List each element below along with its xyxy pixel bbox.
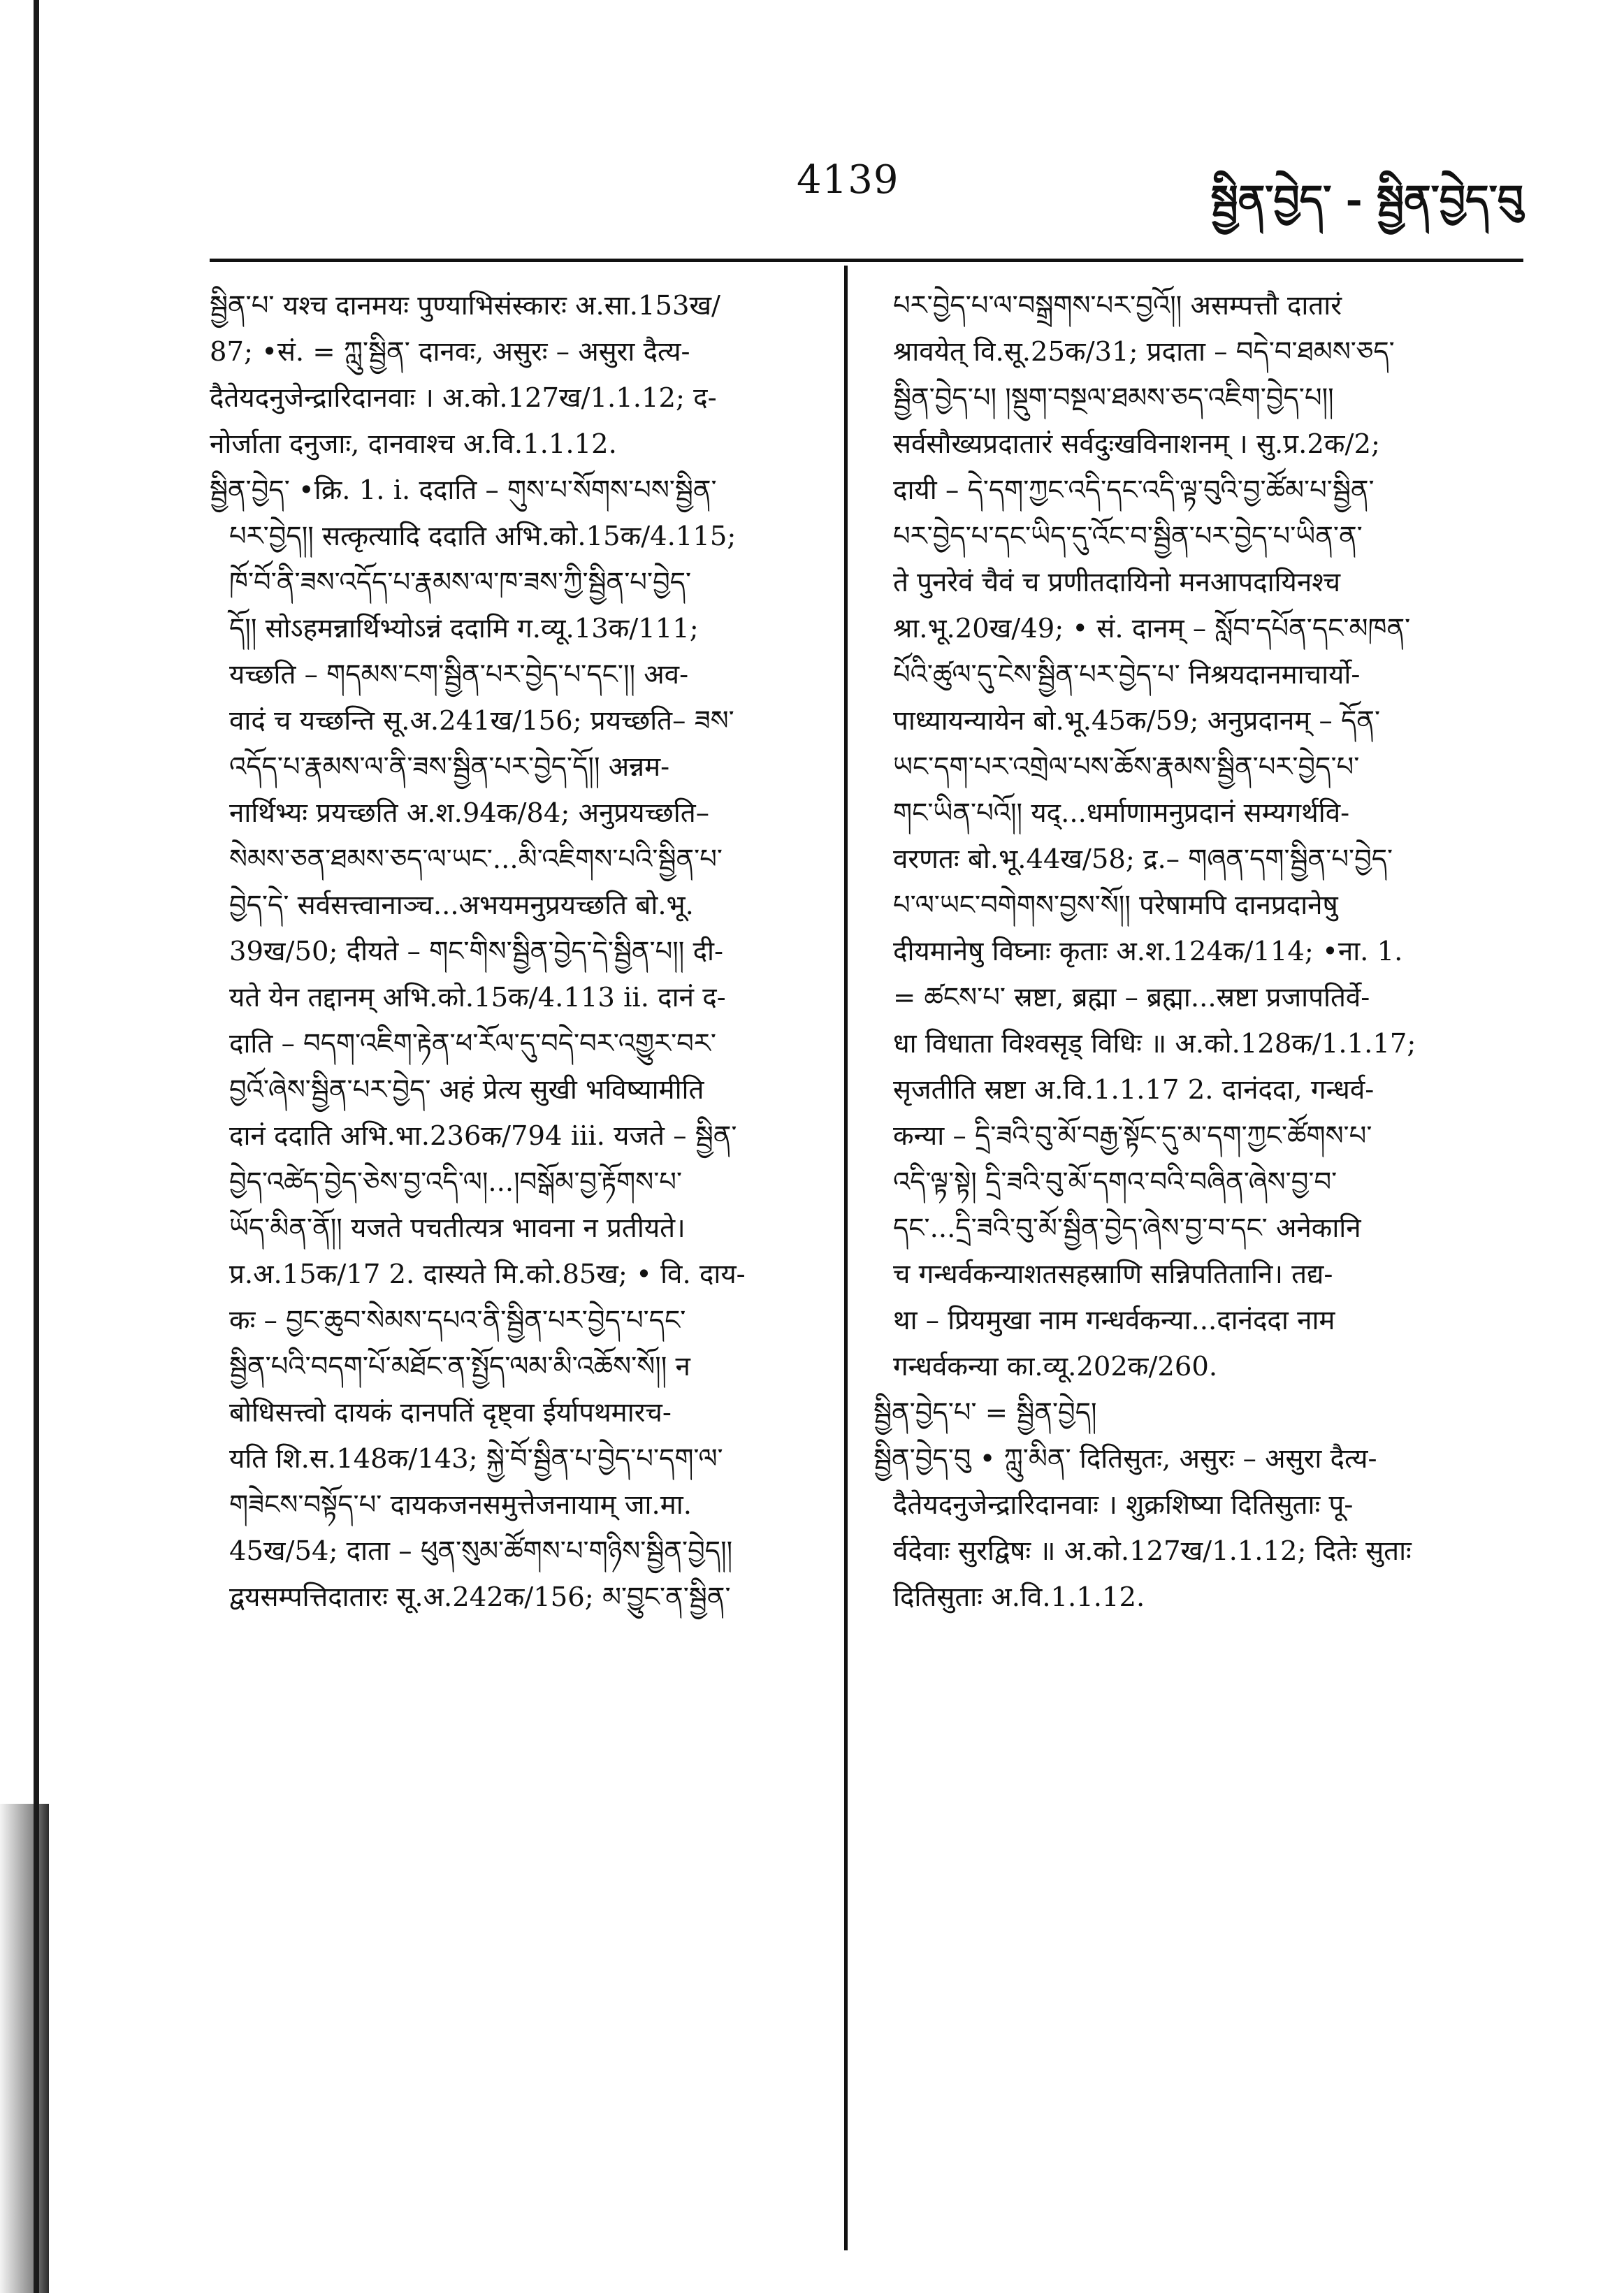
text-line: दीयमानेषु विघ्नाः कृताः अ.श.124क/114; •ना. 1. [893, 936, 1403, 967]
text-line: वादं च यच्छन्ति सू.अ.241ख/156; प्रयच्छति– ཟས་ [229, 705, 734, 737]
text-line: པར་བྱེད།། सत्कृत्यादि ददाति अभि.को.15क/4.115; [229, 521, 737, 552]
text-line: ཡོད་མིན་ནོ།། यजते पचतीत्यत्र भावना न प्रतीयते। [229, 1213, 686, 1244]
text-line: པ་ལ་ཡང་བགེགས་བྱས་སོ།། परेषामपि दानप्रदानेषु [893, 890, 1338, 921]
text-line: गन्धर्वकन्या का.व्यू.202क/260. [893, 1351, 1218, 1382]
text-line: སེམས་ཅན་ཐམས་ཅད་ལ་ཡང་...མི་འཇིགས་པའི་སྦྱིན་པ་ [229, 844, 723, 875]
text-line: नार्थिभ्यः प्रयच्छति अ.श.94क/84; अनुप्रयच्छति– [229, 797, 709, 829]
binding-edge [0, 0, 49, 2293]
text-line: 87; •सं. = ཀླུ་སྦྱིན་ दानवः, असुरः – असुरा दैत्य- [210, 336, 690, 368]
headword-line: སྦྱིན་བྱེད་པ་ = སྦྱིན་བྱེད། [873, 1397, 1097, 1428]
text-line: प्र.अ.15क/17 2. दास्यते मि.को.85ख; • वि. दाय- [229, 1259, 746, 1290]
text-line: दायी – དེ་དག་ཀྱང་འདི་དང་འདི་ལྟ་བུའི་བྱ་ཚོམ་པ་སྦྱིན་ [893, 475, 1375, 506]
text-line: वरणतः बो.भू.44ख/58; द्र.– གཞན་དག་སྦྱིན་པ་བྱེད་ [893, 844, 1393, 875]
text-line: सर्वसौख्यप्रदातारं सर्वदुःखविनाशनम् । सु.प्र.2क/2; [893, 428, 1380, 460]
text-line: श्रा.भू.20ख/49; • सं. दानम् – སློབ་དཔོན་དང་མཁན་ [893, 613, 1411, 644]
left-column [210, 283, 818, 1621]
text-line: कः – བྱང་ཆུབ་སེམས་དཔའ་ནི་སྦྱིན་པར་བྱེད་པ་དང་ [229, 1305, 686, 1336]
text-line: སྦྱིན་བྱེད་པ། །སྡུག་བསྔལ་ཐམས་ཅད་འཇིག་བྱེད་པ།། [893, 382, 1334, 414]
text-line: གང་ཡིན་པའོ།། यद्...धर्माणामनुप्रदानं सम्यगर्थवि- [893, 797, 1350, 829]
text-line: སྦྱིན་པའི་བདག་པོ་མཐོང་ན་སྤྱོད་ལམ་མི་འཆོས་སོ།། न [229, 1351, 690, 1382]
text-line: द्वयसम्पत्तिदातारः सू.अ.242क/156; མ་བྱུང་ན་སྦྱིན་ [229, 1582, 731, 1613]
text-line: र्वदेवाः सुरद्विषः ॥ अ.को.127ख/1.1.12; दितेः सुताः [893, 1535, 1412, 1567]
text-line: འདོད་པ་རྣམས་ལ་ནི་ཟས་སྦྱིན་པར་བྱེད་དོ།། अन्नम- [229, 751, 670, 783]
text-line: བྱེད་དེ་ सर्वसत्त्वानाञ्च...अभयमनुप्रयच्छति बो.भू. [229, 890, 694, 921]
text-line: दाति – བདག་འཇིག་རྟེན་ཕ་རོལ་དུ་བདེ་བར་འགྱུར་བར་ [229, 1028, 716, 1059]
text-line: पाध्यायन्यायेन बो.भू.45क/59; अनुप्रदानम् – དོན་ [893, 705, 1381, 737]
text-line: यति शि.स.148क/143; སྐྱེ་བོ་སྦྱིན་པ་བྱེད་པ་དག་ལ་ [229, 1443, 723, 1475]
text-line: कन्या – དྲི་ཟའི་བུ་མོ་བརྒྱ་སྟོང་དུ་མ་དག་ཀྱང་ཚོགས་པ་ [893, 1120, 1372, 1152]
text-line: གཟེངས་བསྟོད་པ་ दायकजनसमुत्तेजनायाम् जा.मा. [229, 1489, 692, 1521]
text-line: སྦྱིན་པ་ यश्च दानमयः पुण्याभिसंस्कारः अ.सा.153ख/ [210, 290, 720, 321]
header-rule [210, 259, 1523, 262]
text-line: श्रावयेत् वि.सू.25क/31; प्रदाता – བདེ་བ་ཐམས་ཅད་ [893, 336, 1395, 368]
text-line: ते पुनरेवं चैवं च प्रणीतदायिनो मनआपदायिनश्च [893, 567, 1341, 598]
text-line: था – प्रियमुखा नाम गन्धर्वकन्या...दानंददा नाम [893, 1305, 1335, 1336]
binding-shadow [0, 1804, 49, 2293]
column-divider [844, 266, 848, 2250]
headword-line: སྦྱིན་བྱེད་བུ • ཀླུ་མིན་ दितिसुतः, असुरः – असुरा दैत्य- [873, 1443, 1377, 1475]
text-line: དོ།། सोऽहमन्नार्थिभ्योऽन्नं ददामि ग.व्यू.13क/111; [229, 613, 699, 644]
text-line: = ཚངས་པ་ स्रष्टा, ब्रह्मा – ब्रह्मा...स्रष्टा प्रजापतिर्वे- [893, 982, 1370, 1013]
text-line: धा विधाता विश्वसृड् विधिः ॥ अ.को.128क/1.1.17; [893, 1028, 1416, 1059]
text-line: པར་བྱེད་པ་ལ་བསྒྲགས་པར་བྱའོ།། असम्पत्तौ दातारं [893, 290, 1342, 321]
text-line: 45ख/54; दाता – ཕུན་སུམ་ཚོགས་པ་གཉིས་སྦྱིན་བྱེད།། [229, 1535, 733, 1567]
text-line: च गन्धर्वकन्याशतसहस्राणि सन्निपतितानि। तद्य- [893, 1259, 1333, 1290]
text-line: འདི་ལྟ་སྟེ། དྲི་ཟའི་བུ་མོ་དགའ་བའི་བཞིན་ཞེས་བྱ་བ་ [893, 1166, 1337, 1198]
text-line: दानं ददाति अभि.भा.236क/794 iii. यजते – སྦྱིན་ [229, 1120, 737, 1152]
text-line: བྱའོ་ཞེས་སྦྱིན་པར་བྱེད་ अहं प्रेत्य सुखी भविष्यामीति [229, 1074, 704, 1106]
text-line: ཁོ་བོ་ནི་ཟས་འདོད་པ་རྣམས་ལ་ཁ་ཟས་ཀྱི་སྦྱིན་པ་བྱེད་ [229, 567, 692, 598]
text-line: པར་བྱེད་པ་དང་ཡིད་དུ་འོང་བ་སྦྱིན་པར་བྱེད་པ་ཡིན་ན་ [893, 521, 1363, 552]
text-line: 39ख/50; दीयते – གང་གིས་སྦྱིན་བྱེད་དེ་སྦྱིན་པ།། दी- [229, 936, 724, 967]
text-line: དང་...དྲི་ཟའི་བུ་མོ་སྦྱིན་བྱེད་ཞེས་བྱ་བ་དང་ अनेकानि [893, 1213, 1361, 1244]
text-line: दैतेयदनुजेन्द्रारिदानवाः । अ.को.127ख/1.1.12; द- [210, 382, 717, 414]
headword-line: སྦྱིན་བྱེད་ •क्रि. 1. i. ददाति – གུས་པ་སོགས་པས་སྦྱིན་ [210, 475, 717, 506]
text-line: बोधिसत्त्वो दायकं दानपतिं दृष्ट्वा ईर्यापथमारच- [229, 1397, 672, 1428]
text-line: दितिसुताः अ.वि.1.1.12. [893, 1582, 1145, 1613]
text-line: नोर्जाता दनुजाः, दानवाश्च अ.वि.1.1.12. [210, 428, 617, 460]
text-line: यच्छति – གདམས་ངག་སྦྱིན་པར་བྱེད་པ་དང་།། अव- [229, 659, 689, 690]
text-line: པོའི་ཚུལ་དུ་ངེས་སྦྱིན་པར་བྱེད་པ་ निश्रयदानमाचार्यो- [893, 659, 1361, 690]
running-head: སྦྱིན་བྱེད་ - སྦྱིན་བྱེད་བུ [1210, 176, 1523, 224]
text-line: यते येन तद्दानम् अभि.को.15क/4.113 ii. दानं द- [229, 982, 726, 1013]
text-line: ཡང་དག་པར་འགྲེལ་པས་ཆོས་རྣམས་སྦྱིན་པར་བྱེད་པ་ [893, 751, 1360, 783]
text-line: བྱེད་འཚེད་བྱེད་ཅེས་བྱ་འདི་ལ།...།བསྒོམ་བྱ་རྟོགས་པ་ [229, 1166, 683, 1198]
page-number: 4139 [797, 157, 899, 203]
right-column [873, 283, 1523, 1621]
text-line: दैतेयदनुजेन्द्रारिदानवाः । शुक्रशिष्या दितिसुताः पू- [893, 1489, 1354, 1521]
text-line: सृजतीति स्रष्टा अ.वि.1.1.17 2. दानंददा, गन्धर्व- [893, 1074, 1375, 1106]
